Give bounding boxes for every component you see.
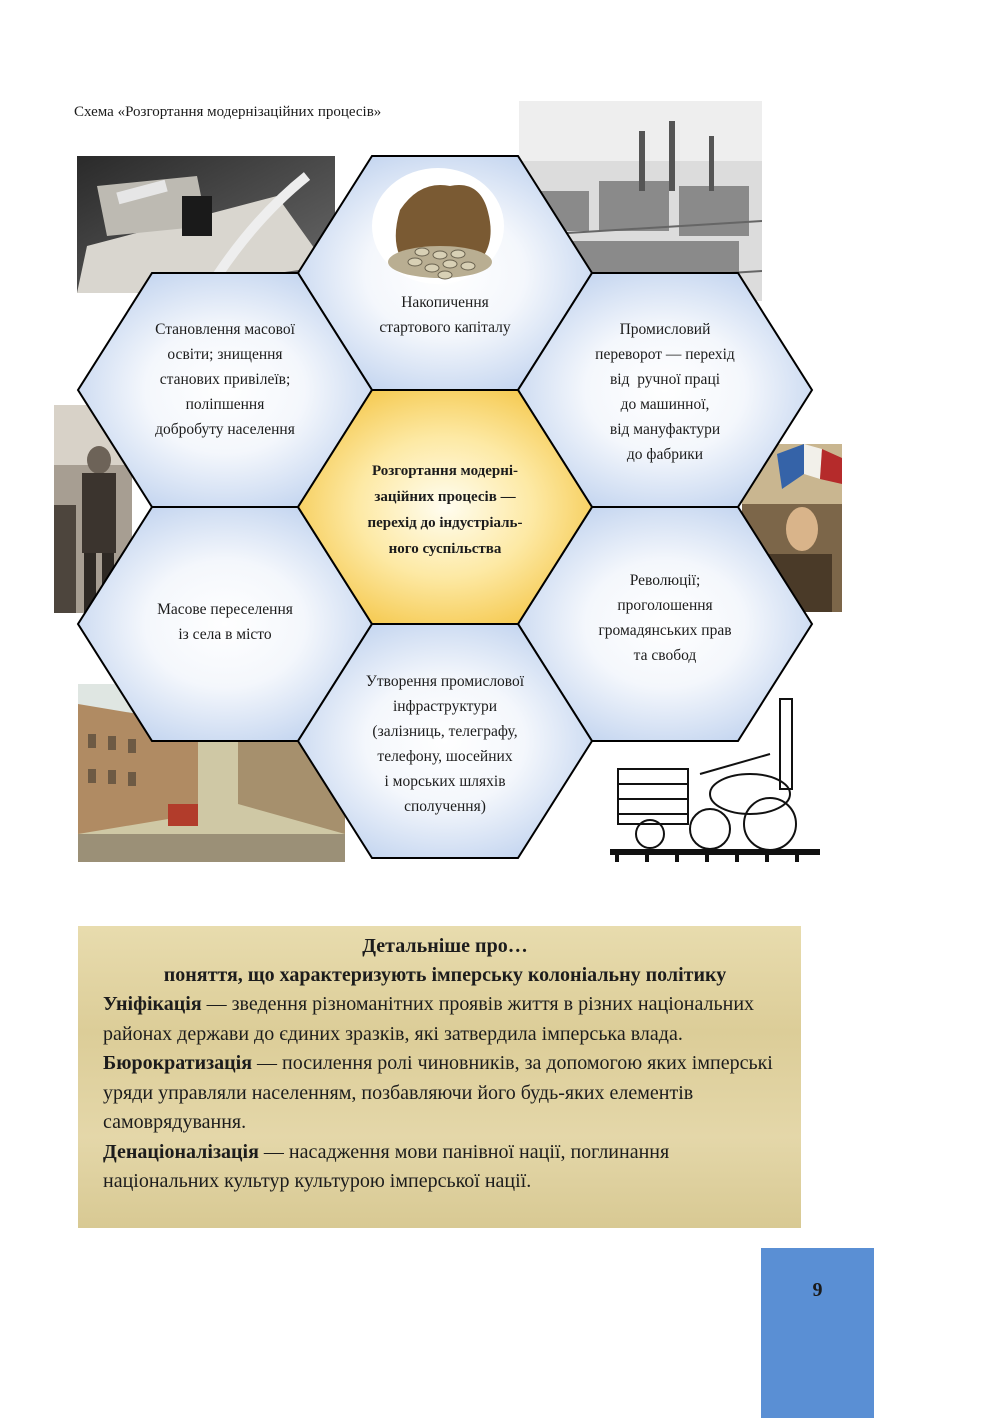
page-number: 9 [812, 1279, 823, 1301]
text-line: від мануфактури [609, 421, 721, 438]
text-line: проголошення [617, 597, 713, 614]
text-line: стартового капіталу [379, 319, 511, 336]
text-line: станових привілеїв; [159, 371, 291, 388]
definition-text: — насадження мови панівної нації, поглинання національних культур культурою імперської нації. [103, 1140, 670, 1192]
hexagon-bottom-text [320, 669, 570, 819]
info-box-title: Детальніше про… [362, 935, 528, 957]
text-line: Промисловий [619, 321, 711, 338]
text-line: до машинної, [620, 396, 710, 413]
hexagon-upper-left-text [110, 317, 340, 442]
text-line: від ручної праці [609, 371, 721, 388]
text-line: сполучення) [404, 798, 486, 815]
term-definition [103, 1138, 787, 1197]
definition-text: — посилення ролі чиновників, за допомогою яких імперські уряди управляли населенням, позбавляючи його будь-яких елементів самоврядування. [103, 1052, 773, 1133]
text-line: до фабрики [626, 446, 704, 463]
text-line: громадянських прав [598, 622, 732, 639]
text-line: із села в місто [178, 626, 272, 643]
hexagon-top-text [330, 290, 560, 340]
text-line: інфраструктури [392, 698, 498, 715]
term-name: Уніфікація [103, 993, 202, 1015]
text-line: заційних процесів — [374, 489, 516, 505]
term-name: Денаціоналізація [103, 1140, 259, 1163]
hexagon-lower-left-text [110, 597, 340, 647]
text-line: Накопичення [401, 294, 489, 311]
info-box-subtitle: поняття, що характеризують імперську колоніальну політику [163, 964, 727, 986]
diagram-caption: Схема «Розгортання модернізаційних процесів» [74, 104, 382, 120]
text-line: Розгортання модерні- [371, 463, 519, 479]
text-line: і морських шляхів [384, 773, 506, 790]
text-line: освіти; знищення [167, 346, 283, 363]
text-line: перехід до індустріаль- [367, 515, 523, 531]
hexagon-upper-right-text [550, 317, 780, 467]
money-bag-illustration [372, 168, 504, 284]
hexagon-lower-right-text [550, 568, 780, 668]
definition-text: — зведення різноманітних проявів життя в різних національних районах держави до єдиних зразків, які затвердила імперська влада. [103, 993, 755, 1045]
text-line: Утворення промислової [365, 673, 525, 690]
page-number-tab [761, 1248, 874, 1418]
text-line: поліпшення [185, 396, 265, 413]
text-line: Становлення масової [155, 321, 295, 338]
term-definition [103, 990, 787, 1049]
text-line: Масове переселення [157, 601, 293, 618]
text-line: телефону, шосейних [377, 748, 513, 765]
hexagon-center-text [320, 458, 570, 562]
text-line: переворот — перехід [595, 346, 735, 363]
text-line: та свобод [633, 647, 697, 664]
more-about-box [78, 926, 801, 1228]
text-line: добробуту населення [155, 421, 295, 438]
text-line: ного суспільства [388, 541, 502, 557]
term-name: Бюрократизація [103, 1052, 253, 1074]
text-line: (залізниць, телеграфу, [372, 723, 518, 740]
term-definition [103, 1049, 787, 1138]
text-line: Революції; [629, 572, 701, 589]
